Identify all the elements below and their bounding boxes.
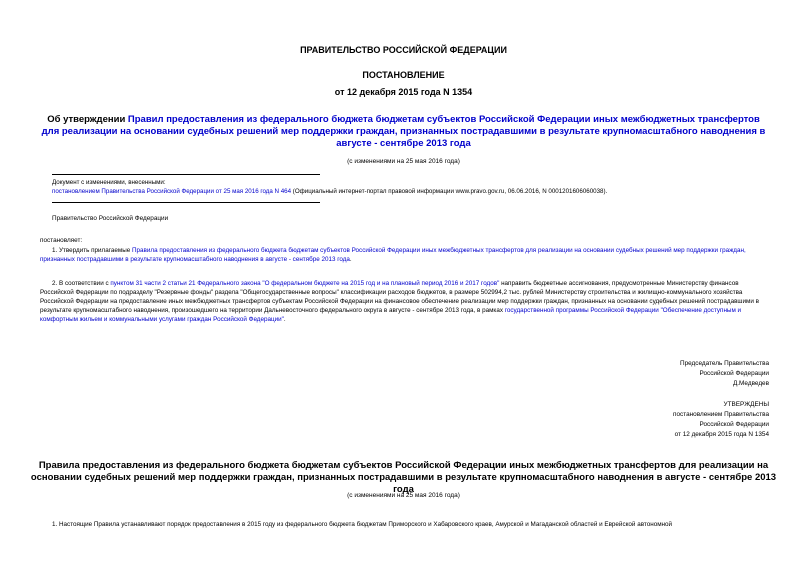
- rules-title: Правила предоставления из федерального бюджета бюджетам субъектов Российской Федерации иных межбюджетных трансфертов для реализации на основании судебных решений мер поддержки граждан, признанных пострадавшими в результате крупномасштабного наводнения в августе - сентябре 2013 года: [30, 460, 777, 495]
- signature-line-1: Председатель Правительства: [680, 360, 769, 367]
- signature-line-3: Д.Медведев: [732, 380, 769, 387]
- changes-label: Документ с изменениями, внесенными:: [52, 179, 166, 186]
- para2-middle: направить бюджетные ассигнования, предусмотренные Министерству финансов Российской Федерации по подразделу "Резервные фонды" раздела "Общегосударственные вопросы" классификации расходов бюджетов, в размере 502994,2 тыс. рублей Министерству строительства и жилищно-коммунального хозяйства Российской Федерации на предоставление иных межбюджетных трансфертов субъектам Российской Федерации на финансовое обеспечение реализации мер поддержки граждан, признанных на основании судебных решений пострадавшими в результате крупномасштабного наводнения, произошедшего на территории Дальневосточного федерального округа в августе - сентябре 2013 года, в рамках: [40, 280, 759, 314]
- divider-bottom: [52, 202, 320, 203]
- amendment-note: (с изменениями на 25 мая 2016 года): [347, 158, 460, 165]
- approval-block: [569, 400, 769, 440]
- document-date-number: от 12 декабря 2015 года N 1354: [334, 87, 473, 97]
- para2-prefix: 2. В соответствии с: [52, 280, 111, 287]
- para1-suffix: .: [349, 256, 352, 263]
- paragraph-2: [40, 279, 770, 324]
- signature-block: [569, 359, 769, 389]
- title-prefix: Об утверждении: [47, 114, 128, 125]
- rules-amendment-note: (с изменениями на 25 мая 2016 года): [347, 492, 460, 499]
- signature-line-2: Российской Федерации: [699, 370, 769, 377]
- rules-paragraph-1: 1. Настоящие Правила устанавливают порядок предоставления в 2015 году из федерального бюджета бюджетам Приморского и Хабаровского краев, Амурской и Магаданской областей и Еврейской автономной: [52, 521, 673, 528]
- government-line: Правительство Российской Федерации: [52, 215, 169, 222]
- changes-suffix: (Официальный интернет-портал правовой информации www.pravo.gov.ru, 06.06.2016, N 0001201606060038).: [291, 188, 608, 195]
- title-rules-link[interactable]: Правил предоставления из федерального бюджета бюджетам субъектов Российской Федерации иных межбюджетных трансфертов для реализации на основании судебных решений мер поддержки граждан, признанных пострадавшими в результате крупномасштабного наводнения в августе - сентябре 2013 года: [41, 114, 766, 149]
- paragraph-1: [40, 246, 770, 264]
- document-title: [40, 114, 767, 150]
- divider-top: [52, 174, 320, 175]
- state-program-link[interactable]: государственной программы Российской Федерации "Обеспечение доступным и комфортным жильем и коммунальными услугами граждан Российской Федерации": [40, 307, 742, 323]
- approval-line-1: УТВЕРЖДЕНЫ: [723, 401, 769, 408]
- para1-rules-link[interactable]: Правила предоставления из федерального бюджета бюджетам субъектов Российской Федерации иных межбюджетных трансфертов для реализации на основании судебных решений мер поддержки граждан, признанных пострадавшими в результате крупномасштабного наводнения в августе - сентябре 2013 года: [40, 247, 746, 263]
- decrees-line: постановляет:: [40, 237, 83, 244]
- changes-block: [52, 178, 772, 196]
- federal-law-link[interactable]: пунктом 31 части 2 статьи 21 Федерального закона "О федеральном бюджете на 2015 год и на плановый период 2016 и 2017 годов": [110, 280, 500, 287]
- changes-line: [52, 187, 772, 196]
- para1-prefix: 1. Утвердить прилагаемые: [52, 247, 132, 254]
- approval-line-4: от 12 декабря 2015 года N 1354: [674, 431, 769, 438]
- approval-line-2: постановлением Правительства: [673, 411, 769, 418]
- amending-decree-link[interactable]: постановлением Правительства Российской Федерации от 25 мая 2016 года N 464: [52, 188, 292, 195]
- government-heading: ПРАВИТЕЛЬСТВО РОССИЙСКОЙ ФЕДЕРАЦИИ: [300, 45, 507, 55]
- document-type-heading: ПОСТАНОВЛЕНИЕ: [362, 70, 445, 80]
- para2-suffix: .: [283, 316, 286, 323]
- approval-line-3: Российской Федерации: [699, 421, 769, 428]
